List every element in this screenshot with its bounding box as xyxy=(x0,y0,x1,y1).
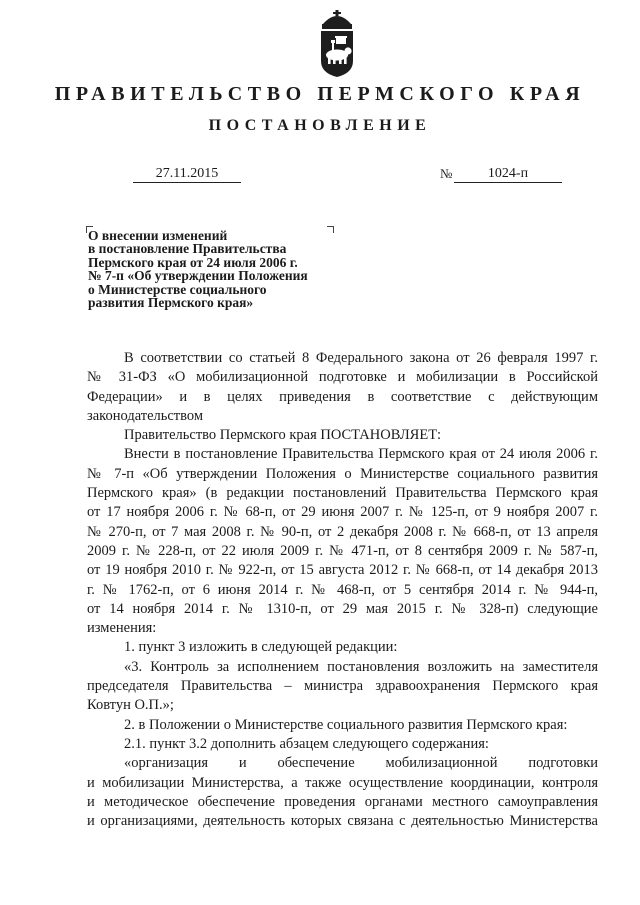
subject-line: о Министерстве социального xyxy=(88,281,267,297)
body-line: «3. Контроль за исполнением постановления возложить на заместителя xyxy=(124,658,598,675)
document-date: 27.11.2015 xyxy=(133,166,241,183)
body-line: Федерации» и в целях приведения в соответствие с действующим xyxy=(87,388,598,405)
body-line: от 19 ноября 2010 г. № 922-п, от 15 августа 2012 г. № 668-п, от 14 декабря 2013 xyxy=(87,562,598,579)
body-line: № 31-ФЗ «О мобилизационной подготовке и мобилизации в Российской xyxy=(87,369,598,386)
body-line: В соответствии со статьей 8 Федерального закона от 26 февраля 1997 г. xyxy=(124,350,598,366)
government-title: ПРАВИТЕЛЬСТВО ПЕРМСКОГО КРАЯ xyxy=(54,83,586,105)
body-line: законодательством xyxy=(87,407,204,424)
subject-line: развития Пермского края» xyxy=(88,295,254,311)
subject-line: Пермского края от 24 июля 2006 г. xyxy=(88,254,298,270)
body-line: Правительство Пермского края ПОСТАНОВЛЯЕТ: xyxy=(124,427,442,444)
subject-line: в постановление Правительства xyxy=(88,241,287,257)
body-line: 1. пункт 3 изложить в следующей редакции: xyxy=(124,639,398,656)
body-line: г. № 1762-п, от 6 июня 2014 г. № 468-п, от 5 сентября 2014 г. № 944-п, xyxy=(87,581,598,598)
body-line: от 17 ноября 2006 г. № 68-п, от 29 июня 2007 г. № 125-п, от 9 ноября 2007 г. xyxy=(87,504,598,521)
body-line: № 7-п «Об утверждении Положения о Министерстве социального развития xyxy=(87,465,598,482)
document-number-label: № xyxy=(440,166,453,181)
body-line: Внести в постановление Правительства Пермского края от 24 июля 2006 г. xyxy=(124,446,598,463)
body-line: изменения: xyxy=(87,620,157,637)
crown-icon xyxy=(322,10,352,29)
document-subject xyxy=(88,229,348,309)
body-line: от 14 ноября 2014 г. № 1310-п, от 29 мая 2015 г. № 328-п) следующие xyxy=(87,600,598,617)
body-line: и методическое обеспечение проведения органами местного самоуправления xyxy=(87,793,598,810)
body-line: председателя Правительства – министра здравоохранения Пермского края xyxy=(87,678,598,695)
coat-of-arms-icon xyxy=(316,10,358,78)
body-line: № 270-п, от 7 мая 2008 г. № 90-п, от 2 декабря 2008 г. № 668-п, от 13 апреля xyxy=(87,523,598,540)
body-line: Пермского края» (в редакции постановлений Правительства Пермского края xyxy=(87,485,598,502)
body-line: «организация и обеспечение мобилизационной подготовки xyxy=(124,755,598,772)
body-line: 2. в Положении о Министерстве социального развития Пермского края: xyxy=(124,716,568,733)
body-line: 2.1. пункт 3.2 дополнить абзацем следующего содержания: xyxy=(124,735,489,752)
document-type: ПОСТАНОВЛЕНИЕ xyxy=(208,117,432,134)
body-line: и организациями, деятельность которых связана с деятельностью Министерства xyxy=(87,813,598,830)
body-line: и мобилизации Министерства, а также осуществление координации, контроля xyxy=(87,774,598,791)
document-number: 1024-п xyxy=(454,166,562,183)
document-body xyxy=(87,349,598,831)
body-line: Ковтун О.П.»; xyxy=(87,697,174,714)
subject-line: О внесении изменений xyxy=(88,228,228,243)
subject-line: № 7-п «Об утверждении Положения xyxy=(88,268,308,284)
body-line: 2009 г. № 228-п, от 22 июля 2009 г. № 471-п, от 8 сентября 2009 г. № 587-п, xyxy=(87,542,598,559)
